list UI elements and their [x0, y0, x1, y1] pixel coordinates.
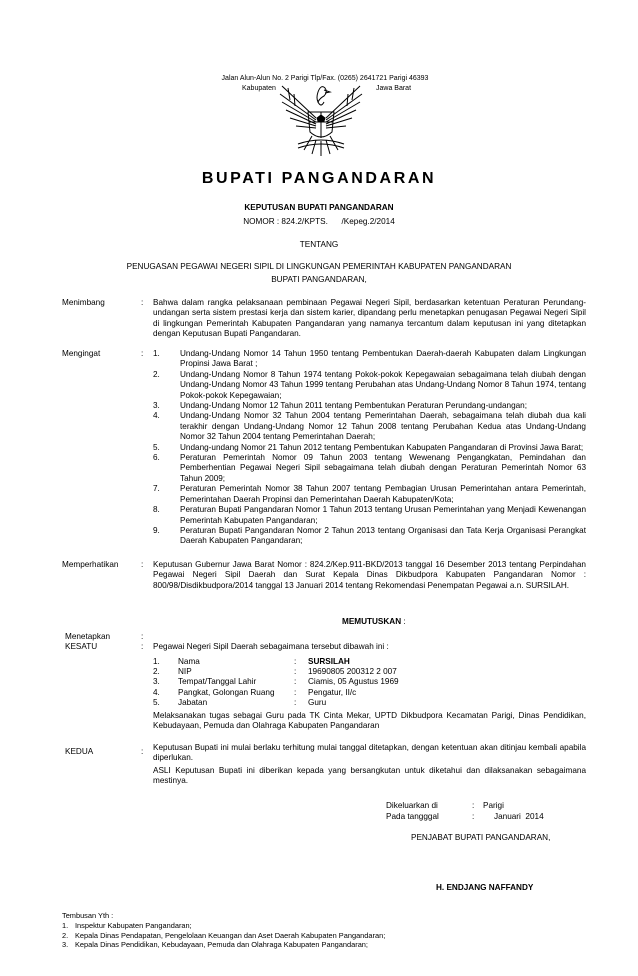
identity-row	[153, 657, 468, 667]
tembusan-item-number: 2.	[62, 930, 69, 940]
address-line-1: Jalan Alun-Alun No. 2 Parigi Tlp/Fax. (0265) 2641721 Parigi 46393	[221, 75, 429, 82]
tembusan-item	[62, 940, 385, 950]
kedua-text-2: ASLI Keputusan Bupati ini diberikan kepada yang bersangkutan untuk diketahui dan dilaksanakan sebagaimana mestinya.	[153, 766, 586, 786]
identity-field: Pangkat, Golongan Ruang	[178, 687, 275, 697]
mengingat-item-number: 5.	[153, 442, 160, 452]
decree-subject: PENUGASAN PEGAWAI NEGERI SIPIL DI LINGKUNGAN PEMERINTAH KABUPATEN PANGANDARAN	[126, 262, 512, 271]
mengingat-item	[153, 526, 586, 547]
tembusan-item-text: Kepala Dinas Pendidikan, Kebudayaan, Pemuda dan Olahraga Kabupaten Pangandaran;	[75, 940, 368, 949]
tembusan-item-text: Kepala Dinas Pendapatan, Pengelolaan Keuangan dan Aset Daerah Kabupaten Pangandaran;	[75, 930, 386, 940]
mengingat-item-text: Peraturan Pemerintah Nomor 09 Tahun 2003 tentang Wewenang Pengangkatan, Pemindahan dan Pemberhentian Pegawai Negeri Sipil sebagaimana telah diubah dengan Peraturan Pemerintah Nomor 63 Tahun 2009;	[180, 453, 586, 483]
identity-number: 4.	[153, 687, 160, 697]
address-kabupaten: Kabupaten	[242, 85, 276, 92]
identity-value: SURSILAH	[308, 657, 350, 666]
mengingat-item	[153, 505, 586, 526]
memutuskan-heading: MEMUTUSKAN :	[342, 617, 406, 626]
date-label: Pada tangggal	[386, 812, 439, 821]
kesatu-intro: Pegawai Negeri Sipil Daerah sebagaimana tersebut dibawah ini :	[153, 642, 389, 651]
garuda-emblem-icon	[268, 78, 374, 158]
kedua-colon: :	[141, 747, 144, 756]
mengingat-item-text: Peraturan Bupati Pangandaran Nomor 2 Tahun 2013 tentang Organisasi dan Tata Kerja Organisasi Perangkat Daerah Kabupaten Pangandaran;	[180, 525, 586, 546]
mengingat-item-number: 7.	[153, 484, 160, 494]
tembusan-item-number: 1.	[62, 921, 69, 930]
identity-number: 1.	[153, 657, 160, 666]
mengingat-item-number: 2.	[153, 369, 160, 379]
mengingat-item-text: Peraturan Bupati Pangandaran Nomor 1 Tahun 2013 tentang Urusan Pemerintahan yang Menjadi Kewenangan Pemerintah Kabupaten Pangandaran;	[180, 505, 586, 525]
decree-title: KEPUTUSAN BUPATI PANGANDARAN	[244, 203, 394, 212]
identity-value: Ciamis, 05 Agustus 1969	[308, 677, 399, 687]
mengingat-item-number: 1.	[153, 349, 160, 358]
mengingat-item-text: Undang-Undang Nomor 12 Tahun 2011 tentang Pembentukan Peraturan Perundang-undangan;	[180, 401, 528, 411]
official-name: H. ENDJANG NAFFANDY	[436, 883, 534, 892]
kesatu-text: Melaksanakan tugas sebagai Guru pada TK Cinta Mekar, UPTD Dikbudpora Kecamatan Parigi, Dinas Pendidikan, Kebudayaan, Pemuda dan Olahraga Kabupaten Pangandaran	[153, 711, 586, 731]
identity-field: Nama	[178, 657, 200, 666]
identity-sep: :	[294, 677, 297, 687]
identity-row	[153, 688, 468, 698]
official-title: PENJABAT BUPATI PANGANDARAN,	[411, 833, 551, 842]
tembusan-title: Tembusan Yth :	[62, 911, 114, 920]
kedua-label: KEDUA	[65, 747, 94, 756]
identity-value: Pengatur, II/c	[308, 687, 357, 697]
memperhatikan-label: Memperhatikan	[62, 560, 119, 569]
tembusan-item-text: Inspektur Kabupaten Pangandaran;	[75, 921, 192, 930]
mengingat-item	[153, 411, 586, 442]
kedua-text-1: Keputusan Bupati ini mulai berlaku terhitung mulai tanggal ditetapkan, dengan ketentuan akan ditinjau kembali apabila diperlukan.	[153, 743, 586, 763]
mengingat-item-text: Undang-undang Nomor 21 Tahun 2012 tentang Pembentukan Kabupaten Pangandaran di Provinsi Jawa Barat;	[180, 442, 584, 452]
mengingat-item-text: Undang-Undang Nomor 8 Tahun 1974 tentang Pokok-pokok Kepegawaian sebagaimana telah diubah dengan Undang-Undang Nomor 43 Tahun 1999 tentang Perubahan atas Undang-Undang Nomor 8 Tahun 1974, tentang Pokok-pokok Kepegawaian;	[180, 369, 586, 400]
memperhatikan-text: Keputusan Gubernur Jawa Barat Nomor : 824.2/Kep.911-BKD/2013 tanggal 16 Desember 2013 tentang Perpindahan Pegawai Negeri Sipil Daerah dan Surat Kepala Dinas Dikbudpora Kabupaten Pangandaran Nomor : 800/98/Disdikbudpora/2014 tanggal 13 Januari 2014 tentang Rekomendasi Penempatan Pegawai a.n. SURSILAH.	[153, 560, 586, 590]
mengingat-label: Mengingat	[62, 349, 101, 358]
address-province: Jawa Barat	[376, 85, 412, 92]
bupati-title: BUPATI PANGANDARAN	[201, 170, 437, 187]
mengingat-item	[153, 453, 586, 484]
tembusan-item-number: 3.	[62, 940, 69, 949]
identity-sep: :	[294, 697, 297, 707]
identity-row	[153, 667, 468, 677]
date-value: Januari 2014	[494, 812, 544, 821]
mengingat-item-number: 6.	[153, 453, 160, 463]
mengingat-item	[153, 401, 586, 411]
mengingat-item-text: Undang-Undang Nomor 32 Tahun 2004 tentang Pemerintahan Daerah, sebagaimana telah diubah dua kali terakhir dengan Undang-Undang Nomor 12 Tahun 2008 tentang Perubahan Kedua atas Undang-Undang Nomor 32 Tahun 2004 tentang Pemerintahan Daerah;	[180, 411, 586, 442]
menetapkan-label: Menetapkan	[65, 632, 111, 641]
kesatu-colon: :	[141, 642, 144, 651]
identity-number: 5.	[153, 697, 160, 707]
place-value: Parigi	[483, 801, 504, 810]
menimbang-text: Bahwa dalam rangka pelaksanaan pembinaan Pegawai Negeri Sipil, berdasarkan ketentuan Peraturan Perundang-undangan serta sistem prestasi kerja dan sistem karier, dipandang perlu menetapkan penugasan Pegawai Negeri Sipil di lingkungan Pemerintah Kabupaten Pangandaran yang namanya tercantum dalam keputusan ini yang ditetapkan dengan Keputusan Bupati Pangandaran.	[153, 298, 586, 339]
identity-row	[153, 698, 468, 708]
menimbang-colon: :	[141, 298, 144, 307]
mengingat-item-text: Peraturan Pemerintah Nomor 38 Tahun 2007 tentang Pembagian Urusan Pemerintahan antara Pemerintah, Pemerintahan Daerah Propinsi dan Pemerintahan Daerah Kabupaten/Kota;	[180, 484, 586, 504]
identity-sep: :	[294, 667, 297, 677]
identity-value: 19690805 200312 2 007	[308, 667, 397, 677]
identity-number: 2.	[153, 667, 160, 677]
tembusan-item	[62, 921, 385, 931]
identity-sep: :	[294, 687, 297, 697]
mengingat-item-text: Undang-Undang Nomor 14 Tahun 1950 tentang Pembentukan Daerah-daerah Kabupaten dalam Lingkungan Propinsi Jawa Barat ;	[180, 349, 586, 369]
date-sep: :	[472, 812, 475, 821]
tembusan-list	[62, 921, 385, 950]
menetapkan-colon: :	[141, 632, 144, 641]
place-label: Dikeluarkan di	[386, 801, 438, 810]
identity-sep: :	[294, 657, 297, 666]
mengingat-colon: :	[141, 349, 144, 358]
tentang-heading: TENTANG	[299, 240, 339, 249]
tembusan-item	[62, 931, 385, 941]
mengingat-item	[153, 484, 586, 505]
mengingat-item-number: 9.	[153, 525, 160, 535]
identity-value: Guru	[308, 697, 327, 707]
identity-field: Tempat/Tanggal Lahir	[178, 677, 257, 687]
mengingat-list	[153, 349, 586, 547]
identity-number: 3.	[153, 677, 160, 687]
menimbang-label: Menimbang	[62, 298, 105, 307]
decree-number: NOMOR : 824.2/KPTS. /Kepeg.2/2014	[243, 217, 395, 226]
kesatu-label: KESATU	[65, 642, 98, 651]
identity-field: Jabatan	[178, 697, 208, 707]
identity-field: NIP	[178, 667, 192, 677]
mengingat-item	[153, 370, 586, 401]
memperhatikan-colon: :	[141, 560, 144, 569]
mengingat-item-number: 8.	[153, 505, 160, 515]
mengingat-item	[153, 443, 586, 453]
identity-row	[153, 677, 468, 687]
employee-identity-table	[153, 657, 468, 708]
place-sep: :	[472, 801, 475, 810]
decree-issuer: BUPATI PANGANDARAN,	[271, 275, 367, 284]
mengingat-item-number: 3.	[153, 401, 160, 411]
mengingat-item-number: 4.	[153, 411, 160, 421]
mengingat-item	[153, 349, 586, 370]
